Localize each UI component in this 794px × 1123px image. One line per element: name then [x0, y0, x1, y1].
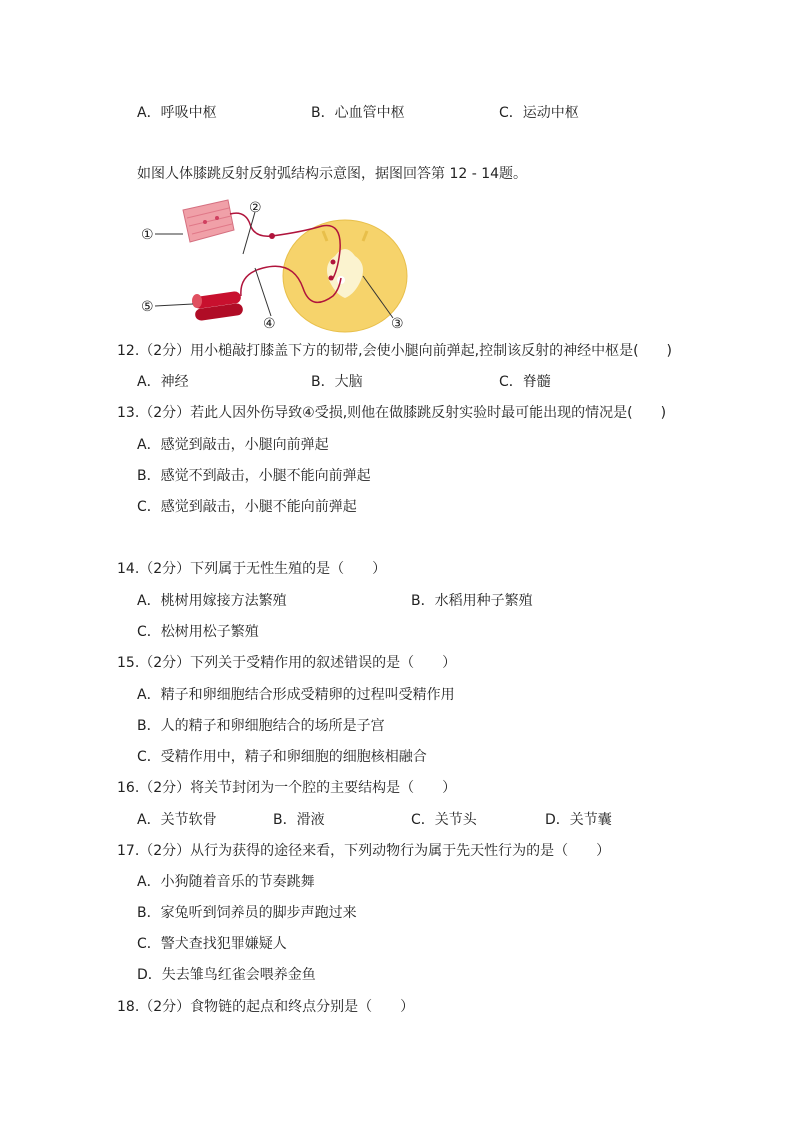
- label-4: ④: [263, 316, 276, 332]
- q13-option-b: B．感觉不到敲击，小腿不能向前弹起: [137, 468, 371, 484]
- label-2: ②: [249, 200, 262, 216]
- q12-option-a: A．神经: [137, 374, 189, 390]
- q13-option-a: A．感觉到敲击，小腿向前弹起: [137, 437, 329, 453]
- receptor-tissue: [183, 200, 234, 242]
- q17-option-a: A．小狗随着音乐的节奏跳舞: [137, 874, 315, 890]
- ganglion: [269, 233, 275, 239]
- figure-intro: 如图人体膝跳反射反射弧结构示意图，据图回答第 12 - 14题。: [137, 166, 528, 182]
- q15-option-c: C．受精作用中，精子和卵细胞的细胞核相融合: [137, 749, 427, 765]
- q15-option-b: B．人的精子和卵细胞结合的场所是子宫: [137, 718, 385, 734]
- q17-option-c: C．警犬查找犯罪嫌疑人: [137, 936, 287, 952]
- q14-option-b: B．水稻用种子繁殖: [411, 593, 533, 609]
- label-1: ①: [141, 227, 154, 243]
- effector-muscle: [192, 291, 244, 322]
- q18-stem: 18.（2分）食物链的起点和终点分别是（ ）: [117, 999, 415, 1015]
- q15-option-a: A．精子和卵细胞结合形成受精卵的过程叫受精作用: [137, 687, 455, 703]
- q15-stem: 15.（2分）下列关于受精作用的叙述错误的是（ ）: [117, 655, 457, 671]
- label-5: ⑤: [141, 299, 154, 315]
- q16-stem: 16.（2分）将关节封闭为一个腔的主要结构是（ ）: [117, 780, 457, 796]
- q16-option-b: B．滑液: [273, 812, 325, 828]
- q16-option-d: D．关节囊: [545, 812, 612, 828]
- reflex-arc-diagram: [135, 196, 425, 336]
- q11-option-b: B．心血管中枢: [311, 105, 405, 121]
- q14-option-c: C．松树用松子繁殖: [137, 624, 259, 640]
- q12-option-b: B．大脑: [311, 374, 363, 390]
- q11-option-c: C．运动中枢: [499, 105, 579, 121]
- q11-option-a: A．呼吸中枢: [137, 105, 217, 121]
- q16-option-a: A．关节软骨: [137, 812, 217, 828]
- q13-option-c: C．感觉到敲击，小腿不能向前弹起: [137, 499, 357, 515]
- q12-stem: 12.（2分）用小槌敲打膝盖下方的韧带,会使小腿向前弹起,控制该反射的神经中枢是( ): [117, 343, 672, 359]
- q12-option-c: C．脊髓: [499, 374, 551, 390]
- q17-option-b: B．家兔听到饲养员的脚步声跑过来: [137, 905, 357, 921]
- q17-option-d: D．失去雏鸟红雀会喂养金鱼: [137, 967, 316, 983]
- q13-stem: 13.（2分）若此人因外伤导致④受损,则他在做膝跳反射实验时最可能出现的情况是( ): [117, 405, 667, 421]
- q14-stem: 14.（2分）下列属于无性生殖的是（ ）: [117, 561, 387, 577]
- label-3: ③: [391, 316, 404, 332]
- q17-stem: 17.（2分）从行为获得的途径来看，下列动物行为属于先天性行为的是（ ）: [117, 843, 611, 859]
- q16-option-c: C．关节头: [411, 812, 477, 828]
- q14-option-a: A．桃树用嫁接方法繁殖: [137, 593, 287, 609]
